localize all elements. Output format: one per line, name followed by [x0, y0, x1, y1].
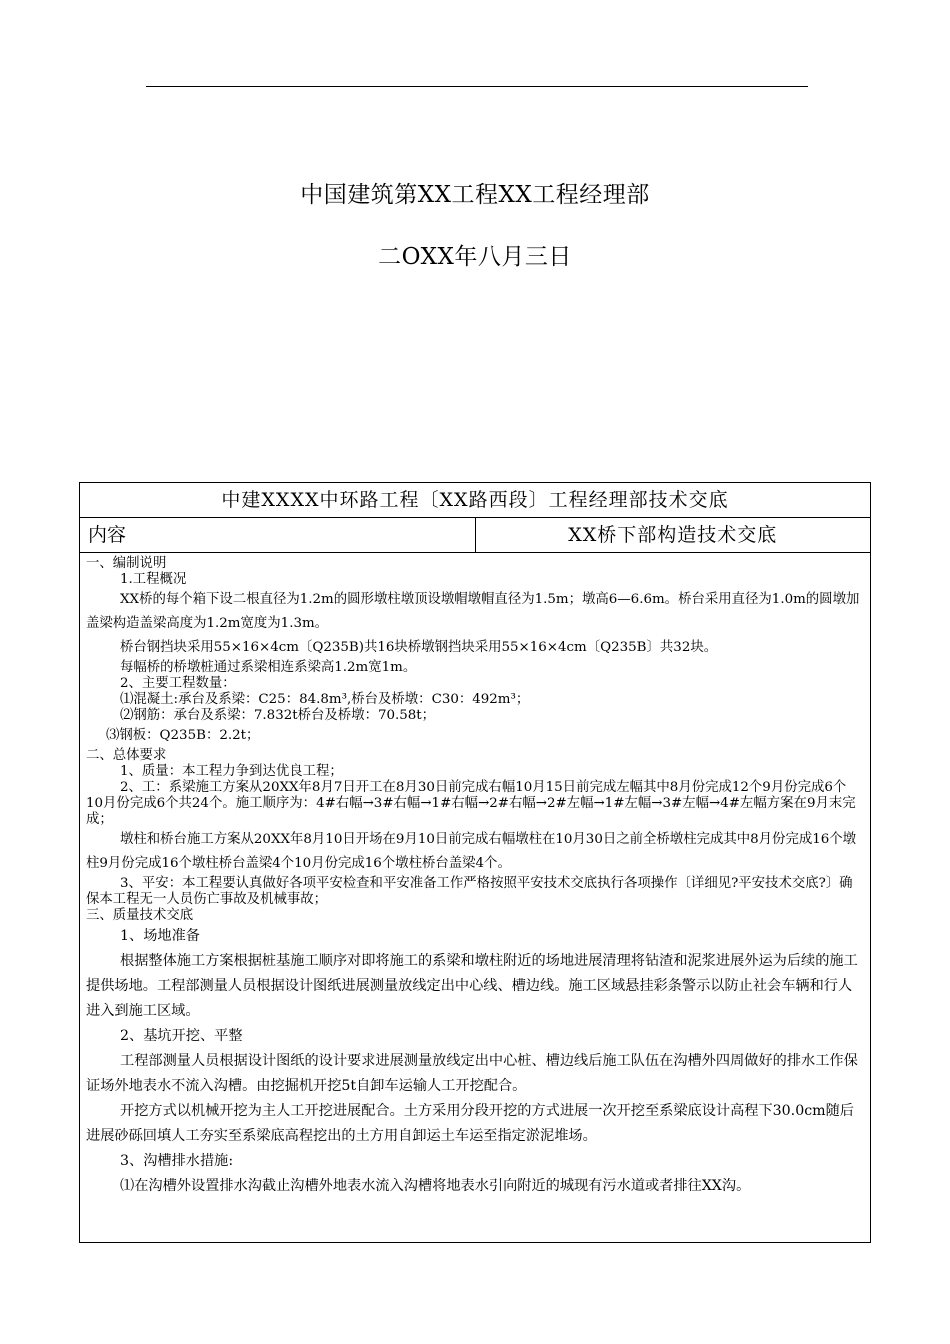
- quality-section: [86, 924, 862, 1199]
- paragraph: XX桥的每个箱下设二根直径为1.2m的圆形墩柱墩顶设墩帽墩帽直径为1.5m；墩高6—6.6m。桥台采用直径为1.0m的圆墩加盖梁构造盖梁高度为1.2m宽度为1.3m。: [86, 592, 860, 631]
- paragraph: 1、质量：本工程力争到达优良工程；: [120, 764, 343, 779]
- paragraph: 桥台钢挡块采用55×16×4cm〔Q235B)共16块桥墩钢挡块采用55×16×4cm〔Q235B〕共32块。: [120, 640, 718, 655]
- section-heading: 三、质量技术交底: [86, 908, 194, 923]
- disclosure-body: [80, 553, 871, 1243]
- paragraph: 2、工：系梁施工方案从20XX年8月7日开工在8月30日前完成右幅10月15日前完成左幅其中8月份完成12个9月份完成6个10月份完成6个共24个。施工顺序为：4#右幅→3#右幅→1#右幅→2#右幅→2#左幅→1#左幅→3#左幅→4#左幅方案在9月末完成；: [86, 780, 856, 827]
- document-date: 二OXX年八月三日: [378, 244, 572, 270]
- content-label: 内容: [80, 518, 476, 553]
- paragraph: 开挖方式以机械开挖为主人工开挖进展配合。土方采用分段开挖的方式进展一次开挖至系梁底设计高程下30.0cm随后进展砂砾回填人工夯实至系梁底高程挖出的土方用自卸运土车运至指定淤泥堆场。: [86, 1103, 854, 1144]
- table-title: 中建XXXX中环路工程〔XX路西段〕工程经理部技术交底: [80, 483, 871, 518]
- section-heading: 一、编制说明: [86, 556, 167, 571]
- top-rule: [146, 86, 808, 87]
- paragraph: 墩柱和桥台施工方案从20XX年8月10日开场在9月10日前完成右幅墩柱在10月30日之前全桥墩柱完成其中8月份完成16个墩柱9月份完成16个墩柱桥台盖梁4个10月份完成16个墩柱桥台盖梁4个。: [86, 832, 857, 871]
- subsection-heading: 2、主要工程数量：: [120, 676, 236, 691]
- technical-disclosure-table: [79, 482, 871, 1243]
- organization-name: 中国建筑第XX工程XX工程经理部: [300, 182, 650, 208]
- subject-title: XX桥下部构造技术交底: [475, 518, 871, 553]
- paragraph: 3、平安：本工程要认真做好各项平安检查和平安准备工作严格按照平安技术交底执行各项操作〔详细见?平安技术交底?〕确保本工程无一人员伤亡事故及机械事故；: [86, 876, 853, 907]
- quantity-item: ⑶钢板：Q235B：2.2t；: [106, 728, 260, 743]
- subsection-heading: 1.工程概况: [120, 572, 187, 587]
- paragraph: ⑴在沟槽外设置排水沟截止沟槽外地表水流入沟槽将地表水引向附近的城现有污水道或者排往XX沟。: [120, 1178, 751, 1194]
- paragraph: 根据整体施工方案根据桩基施工顺序对即将施工的系梁和墩柱附近的场地进展清理将钻渣和泥浆进展外运为后续的施工提供场地。工程部测量人员根据设计图纸进展测量放线定出中心线、槽边线。施工区域悬挂彩条警示以防止社会车辆和行人进入到施工区域。: [86, 953, 858, 1019]
- quantity-item: ⑴混凝土:承台及系梁：C25：84.8m³,桥台及桥墩：C30：492m³；: [120, 692, 530, 707]
- paragraph: 每幅桥的桥墩桩通过系梁相连系梁高1.2m宽1m。: [120, 660, 417, 675]
- paragraph: 工程部测量人员根据设计图纸的设计要求进展测量放线定出中心桩、槽边线后施工队伍在沟槽外四周做好的排水工作保证场外地表水不流入沟槽。由挖掘机开挖5t自卸车运输人工开挖配合。: [86, 1053, 858, 1094]
- quantity-item: ⑵钢筋：承台及系梁：7.832t桥台及桥墩：70.58t；: [120, 708, 436, 723]
- subsection-heading: 1、场地准备: [120, 928, 200, 944]
- section-heading: 二、总体要求: [86, 748, 167, 763]
- subsection-heading: 2、基坑开挖、平整: [120, 1028, 243, 1044]
- subsection-heading: 3、沟槽排水措施:: [120, 1153, 234, 1169]
